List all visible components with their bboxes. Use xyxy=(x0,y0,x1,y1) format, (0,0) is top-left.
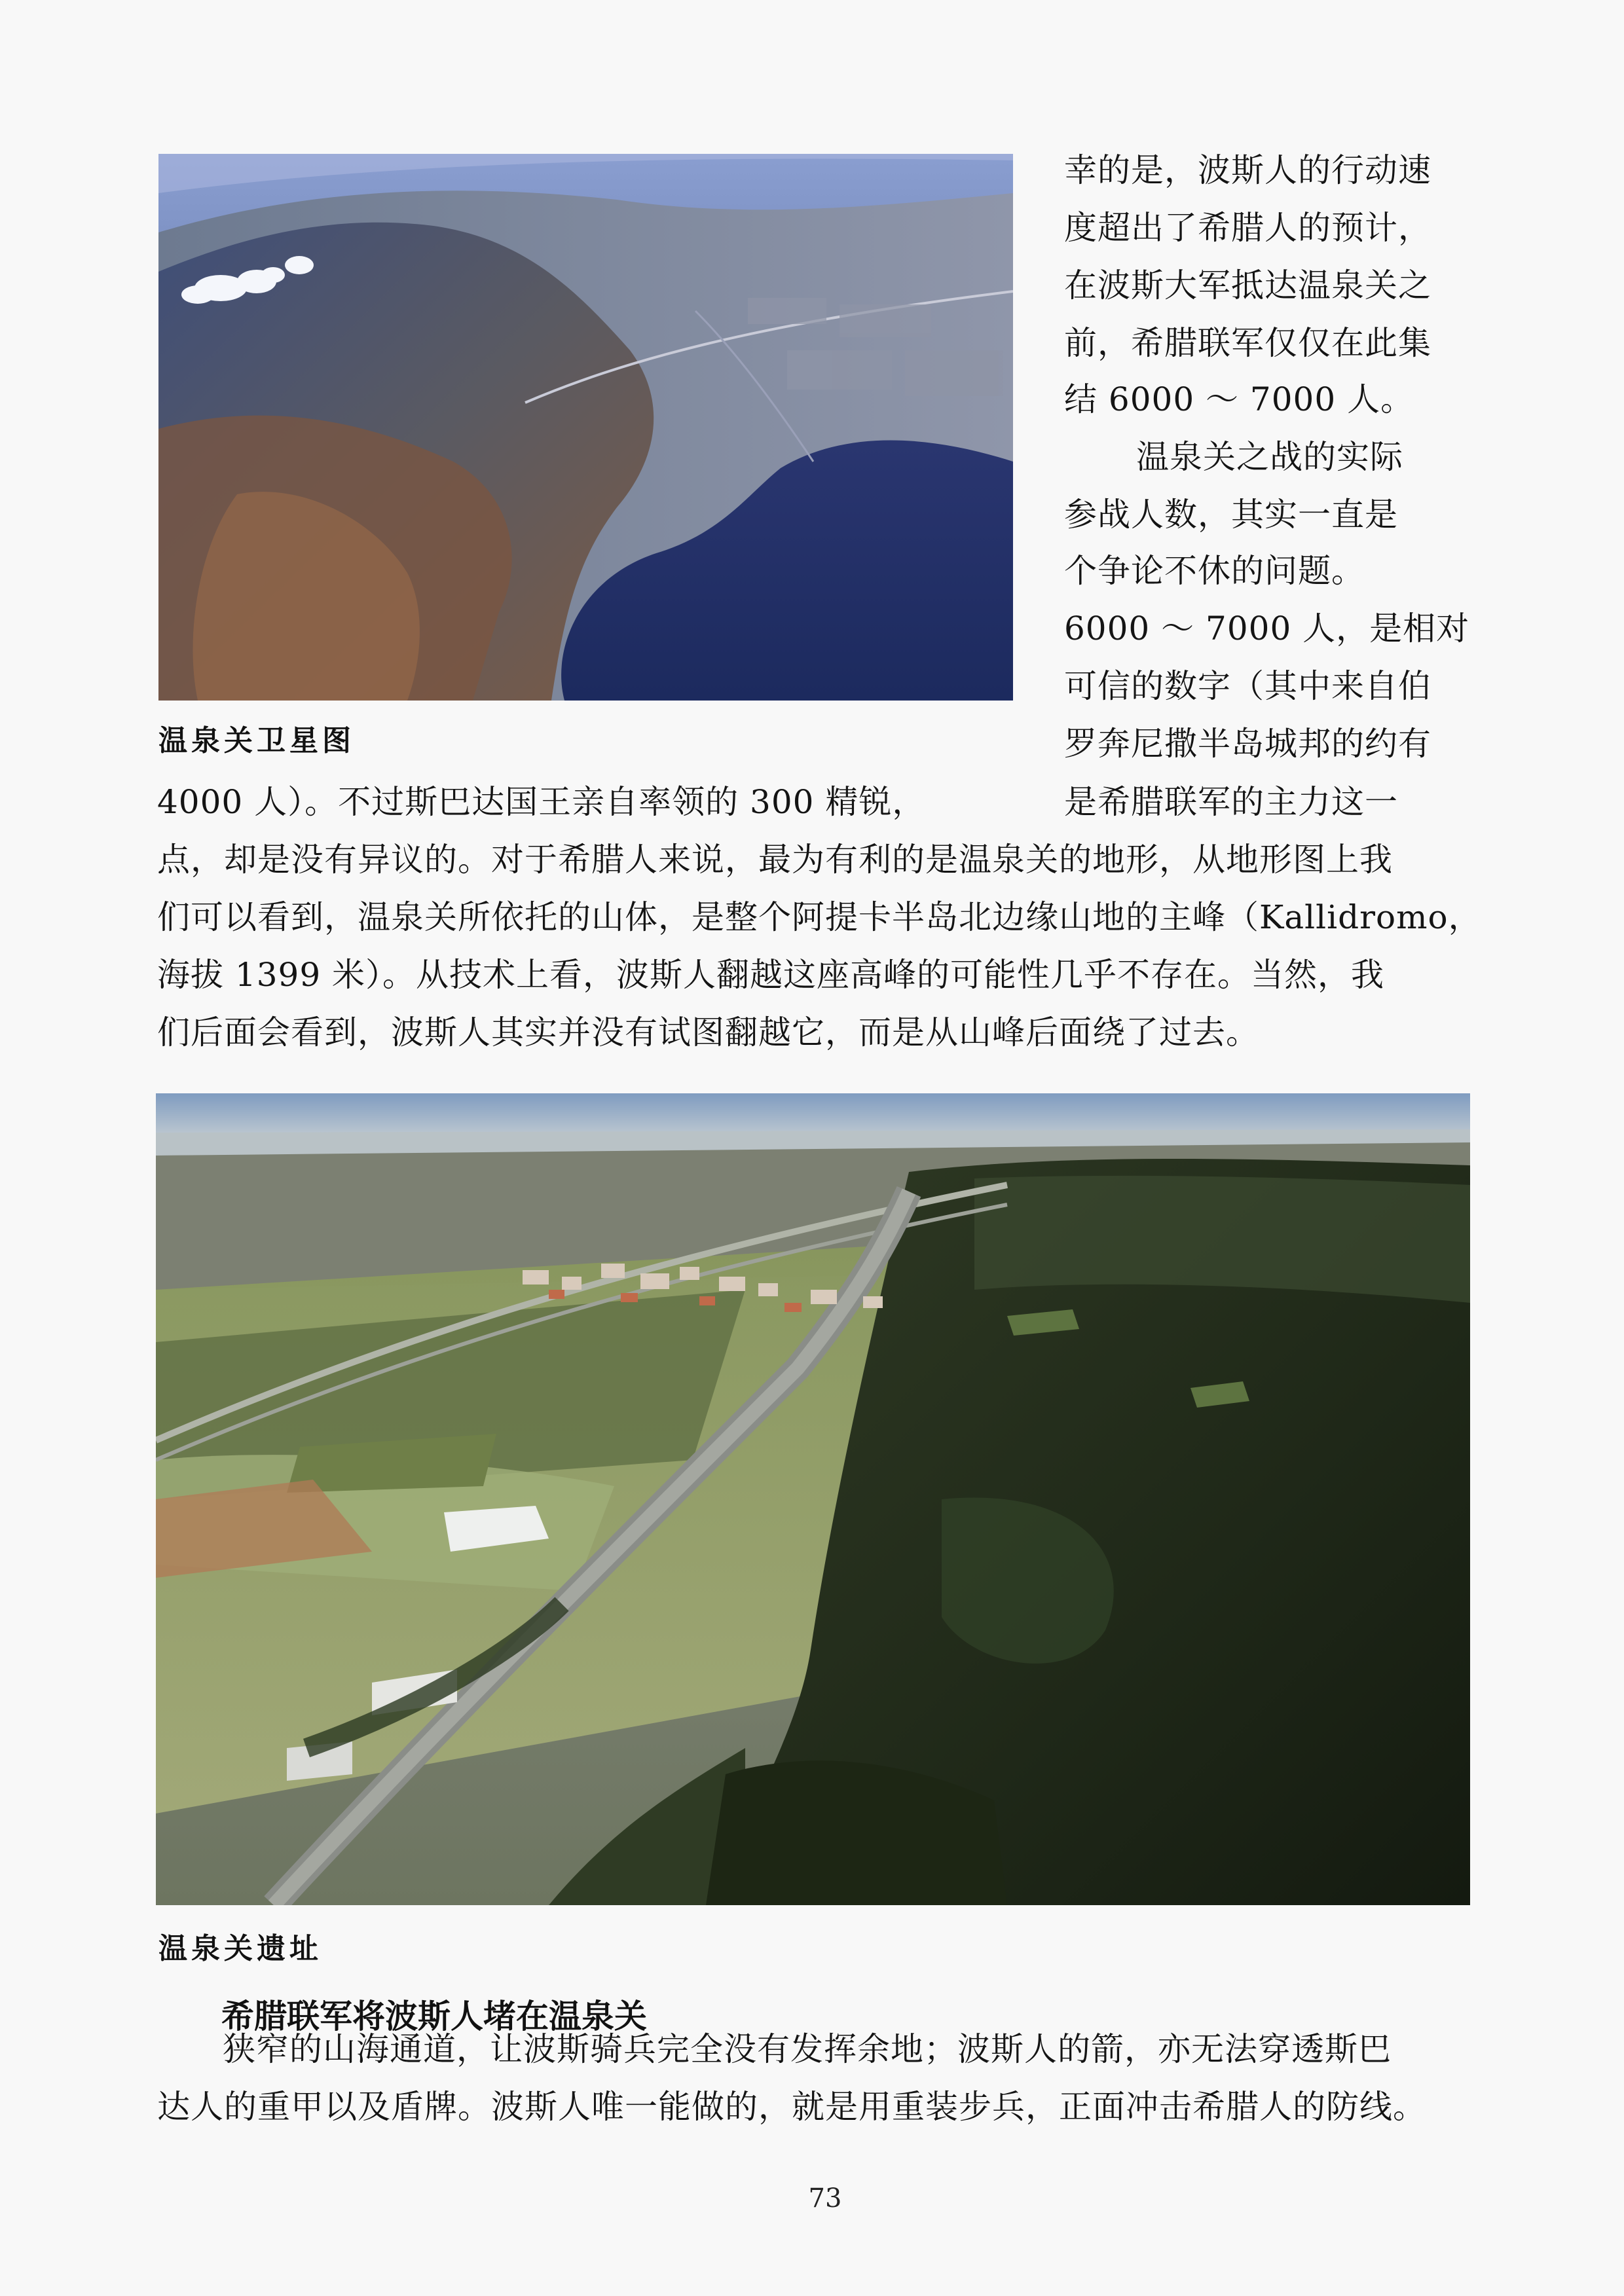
right-column-line: 个争论不休的问题。 xyxy=(1064,552,1365,590)
right-column-line: 温泉关之战的实际 xyxy=(1136,438,1403,476)
right-column-line: 参战人数，其实一直是 xyxy=(1064,496,1398,534)
right-column-line: 幸的是，波斯人的行动速 xyxy=(1064,151,1431,189)
satellite-photo xyxy=(158,154,1013,701)
body-line: 们可以看到，温泉关所依托的山体，是整个阿提卡半岛北边缘山地的主峰（Kallidromo， xyxy=(157,898,1482,936)
page-number: 73 xyxy=(808,2183,842,2214)
satellite-photo-caption: 温泉关卫星图 xyxy=(158,724,355,757)
body-line: 狭窄的山海通道，让波斯骑兵完全没有发挥余地；波斯人的箭，亦无法穿透斯巴 xyxy=(223,2030,1392,2068)
right-column-line: 在波斯大军抵达温泉关之 xyxy=(1064,266,1431,304)
body-line: 海拔 1399 米）。从技术上看，波斯人翻越这座高峰的可能性几乎不存在。当然，我 xyxy=(157,956,1385,994)
body-line: 是希腊联军的主力这一 xyxy=(1064,783,1398,821)
right-column-line: 结 6000 ～ 7000 人。 xyxy=(1064,380,1414,418)
body-line: 4000 人）。不过斯巴达国王亲自率领的 300 精锐， xyxy=(157,783,926,821)
right-column-line: 可信的数字（其中来自伯 xyxy=(1064,667,1431,705)
right-column-line: 度超出了希腊人的预计， xyxy=(1064,209,1431,247)
ruins-aerial-photo xyxy=(156,1093,1470,1905)
ruins-photo-caption: 温泉关遗址 xyxy=(158,1932,322,1965)
right-column-line: 6000 ～ 7000 人，是相对 xyxy=(1064,610,1470,647)
body-line: 达人的重甲以及盾牌。波斯人唯一能做的，就是用重装步兵，正面冲击希腊人的防线。 xyxy=(157,2088,1426,2126)
right-column-line: 罗奔尼撒半岛城邦的约有 xyxy=(1064,725,1431,763)
body-line: 点，却是没有异议的。对于希腊人来说，最为有利的是温泉关的地形，从地形图上我 xyxy=(157,841,1393,879)
section-heading: 希腊联军将波斯人堵在温泉关 xyxy=(221,1997,647,2035)
body-line: 们后面会看到，波斯人其实并没有试图翻越它，而是从山峰后面绕了过去。 xyxy=(157,1013,1259,1051)
right-column-line: 前，希腊联军仅仅在此集 xyxy=(1064,324,1431,362)
